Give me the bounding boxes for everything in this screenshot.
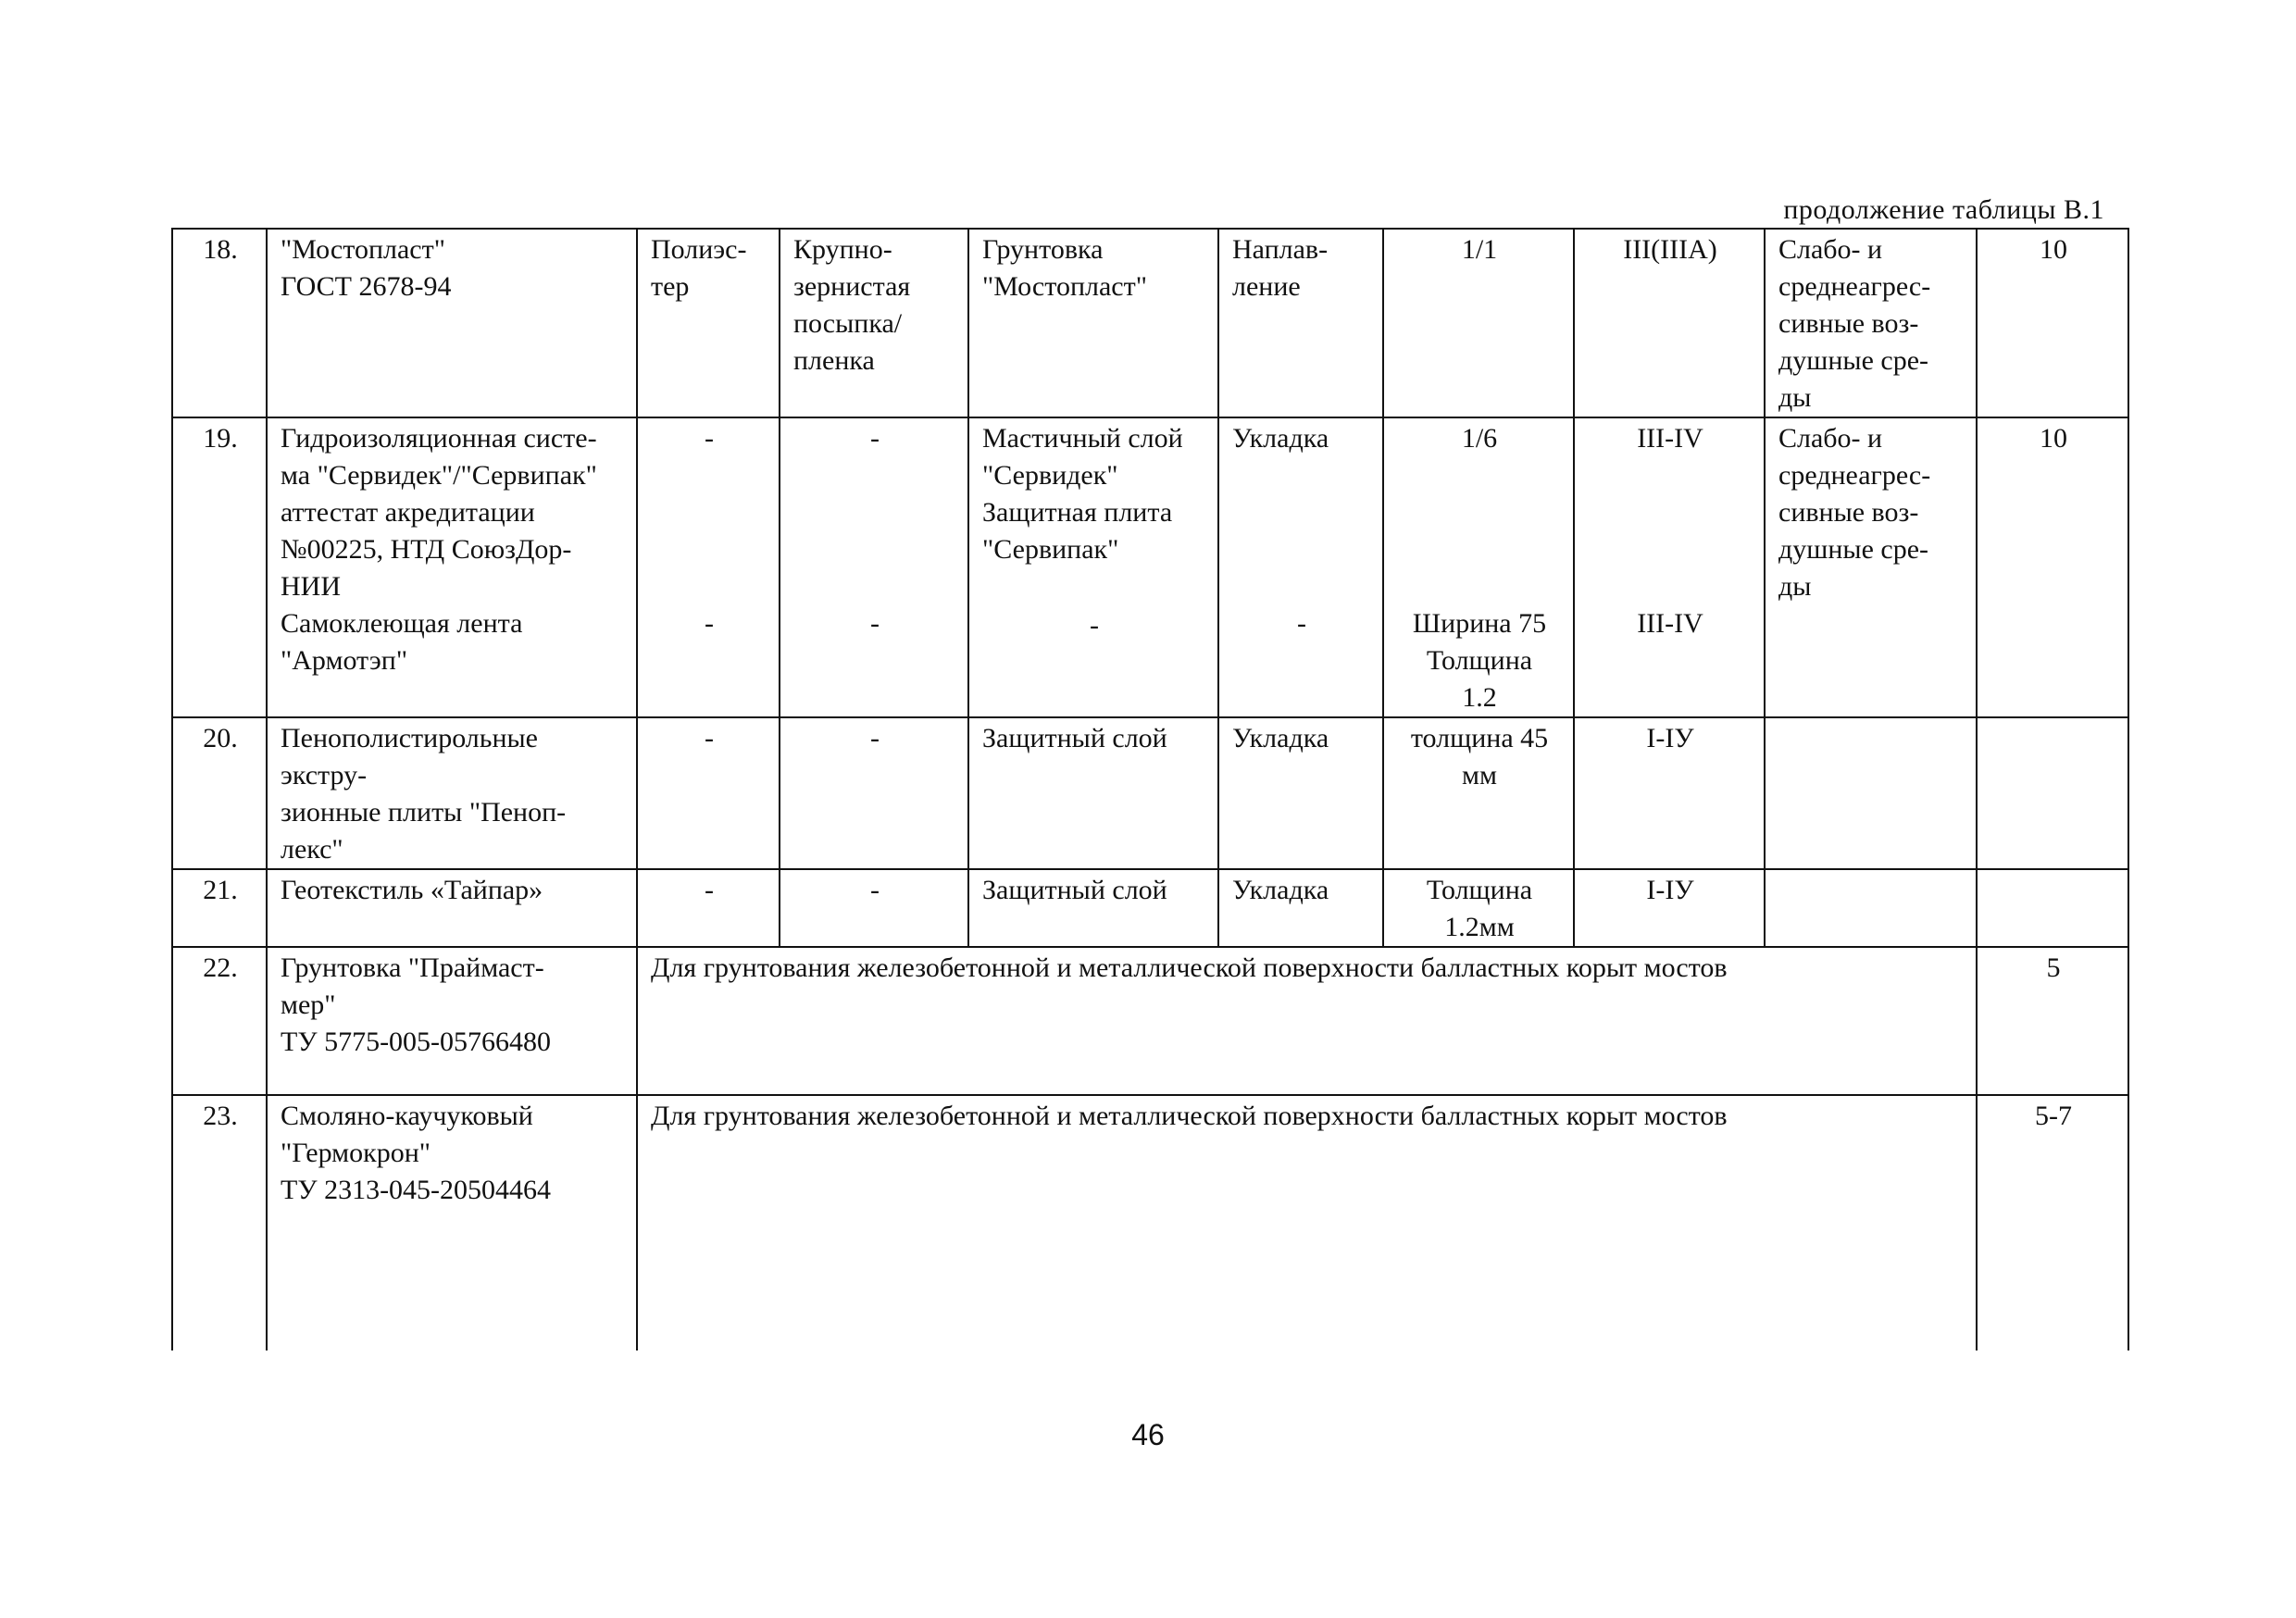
sub-application-method: - xyxy=(1297,608,1306,639)
cover-material: - xyxy=(780,717,968,869)
service-life: 10 xyxy=(1977,229,2128,417)
cover-material: Крупно- зернистая посыпка/ пленка xyxy=(780,229,968,417)
environment: Слабо- и среднеагрес- сивные воз- душные сре- ды xyxy=(1765,417,1977,717)
usage-note: Для грунтования железобетонной и металлической поверхности балластных корыт мостов xyxy=(637,947,1977,1095)
climate-zone-cell xyxy=(1574,417,1765,717)
service-life: 5-7 xyxy=(1977,1095,2128,1350)
layer-type: Защитный слой xyxy=(968,869,1218,947)
row-number: 18. xyxy=(172,229,267,417)
environment xyxy=(1765,869,1977,947)
layer-type: Мастичный слой "Сервидек" Защитная плита "Сервипак" xyxy=(982,423,1183,565)
cover-material: - xyxy=(780,869,968,947)
base-material-cell xyxy=(637,417,780,717)
row-number: 20. xyxy=(172,717,267,869)
material-name: Смоляно-каучуковый "Гермокрон" ТУ 2313-045-20504464 xyxy=(267,1095,637,1350)
row-number: 19. xyxy=(172,417,267,717)
material-name-cell xyxy=(267,417,637,717)
climate-zone: III-IV xyxy=(1637,423,1703,454)
usage-note: Для грунтования железобетонной и металлической поверхности балластных корыт мостов xyxy=(637,1095,1977,1350)
service-life: 10 xyxy=(1977,417,2128,717)
climate-zone: I-IУ xyxy=(1574,869,1765,947)
page-number: 46 xyxy=(1131,1418,1165,1451)
material-name: "Мостопласт" ГОСТ 2678-94 xyxy=(267,229,637,417)
environment: Слабо- и среднеагрес- сивные воз- душные сре- ды xyxy=(1765,229,1977,417)
base-material: Полиэс- тер xyxy=(637,229,780,417)
climate-zone: III(IIIA) xyxy=(1574,229,1765,417)
table-row xyxy=(172,229,2128,417)
table-row xyxy=(172,417,2128,717)
application-method: Укладка xyxy=(1232,423,1329,454)
sub-cover-material: - xyxy=(870,608,880,639)
ratio-value: 1/1 xyxy=(1383,229,1574,417)
table-row xyxy=(172,1095,2128,1350)
material-name: Грунтовка "Праймаст- мер" ТУ 5775-005-05766480 xyxy=(267,947,637,1095)
base-material: - xyxy=(637,717,780,869)
sub-layer-type: - xyxy=(1090,610,1099,641)
sub-material-name: Самоклеющая лента "Армотэп" xyxy=(281,608,523,676)
application-method-cell xyxy=(1218,417,1383,717)
service-life: 5 xyxy=(1977,947,2128,1095)
layer-type: Грунтовка "Мостопласт" xyxy=(968,229,1218,417)
ratio-value: 1/6 xyxy=(1461,423,1498,454)
material-name: Пенополистирольные экстру- зионные плиты "Пеноп- лекс" xyxy=(267,717,637,869)
application-method: Укладка xyxy=(1218,717,1383,869)
ratio-value-cell xyxy=(1383,417,1574,717)
sub-ratio-value: Ширина 75 Толщина 1.2 xyxy=(1412,608,1547,713)
materials-table xyxy=(171,228,2129,1350)
ratio-value: Толщина 1.2мм xyxy=(1383,869,1574,947)
table-row xyxy=(172,869,2128,947)
layer-type: Защитный слой xyxy=(968,717,1218,869)
application-method: Укладка xyxy=(1218,869,1383,947)
sub-base-material: - xyxy=(705,608,714,639)
row-number: 22. xyxy=(172,947,267,1095)
service-life xyxy=(1977,869,2128,947)
base-material: - xyxy=(637,869,780,947)
layer-type-cell xyxy=(968,417,1218,717)
table-continuation-label: продолжение таблицы В.1 xyxy=(1783,194,2104,225)
base-material: - xyxy=(705,423,714,454)
row-number: 21. xyxy=(172,869,267,947)
table-row xyxy=(172,717,2128,869)
climate-zone: I-IУ xyxy=(1574,717,1765,869)
cover-material-cell xyxy=(780,417,968,717)
application-method: Наплав- ление xyxy=(1218,229,1383,417)
environment xyxy=(1765,717,1977,869)
cover-material: - xyxy=(870,423,880,454)
service-life xyxy=(1977,717,2128,869)
table-row xyxy=(172,947,2128,1095)
material-name: Геотекстиль «Тайпар» xyxy=(267,869,637,947)
row-number: 23. xyxy=(172,1095,267,1350)
material-name: Гидроизоляционная систе- ма "Сервидек"/"Сервипак" аттестат акредитации №00225, НТД СоюзДор- НИИ xyxy=(281,423,597,602)
sub-climate-zone: III-IV xyxy=(1637,608,1703,639)
ratio-value: толщина 45 мм xyxy=(1383,717,1574,869)
